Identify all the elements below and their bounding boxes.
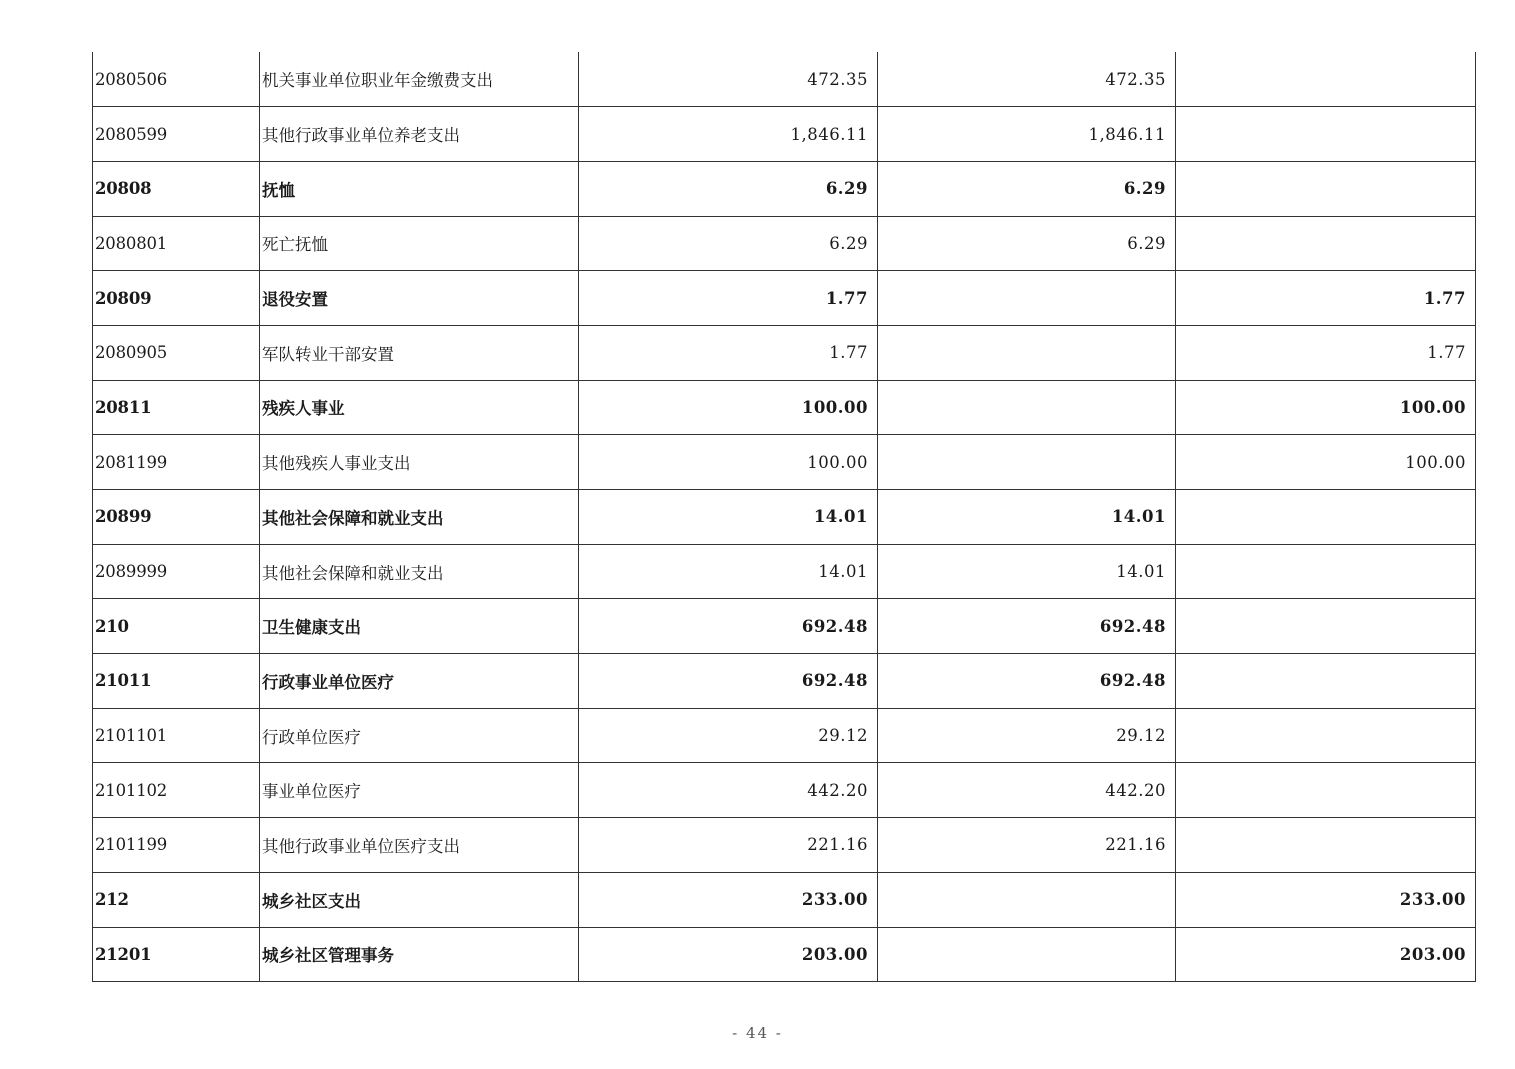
cell-total: 14.01 bbox=[579, 490, 878, 545]
cell-project: 100.00 bbox=[1176, 380, 1476, 435]
cell-basic: 442.20 bbox=[878, 763, 1176, 818]
cell-project: 203.00 bbox=[1176, 927, 1476, 982]
cell-project bbox=[1176, 708, 1476, 763]
cell-total: 100.00 bbox=[579, 435, 878, 490]
cell-name: 行政事业单位医疗 bbox=[260, 654, 579, 709]
table-row bbox=[93, 927, 1476, 982]
cell-basic bbox=[878, 380, 1176, 435]
cell-project bbox=[1176, 763, 1476, 818]
cell-name: 军队转业干部安置 bbox=[260, 325, 579, 380]
cell-total: 100.00 bbox=[579, 380, 878, 435]
table-row bbox=[93, 52, 1476, 107]
cell-code: 2089999 bbox=[93, 544, 260, 599]
cell-project: 233.00 bbox=[1176, 872, 1476, 927]
table-row bbox=[93, 599, 1476, 654]
cell-project bbox=[1176, 599, 1476, 654]
cell-basic bbox=[878, 872, 1176, 927]
cell-project bbox=[1176, 490, 1476, 545]
table-row bbox=[93, 872, 1476, 927]
cell-basic bbox=[878, 435, 1176, 490]
table-row bbox=[93, 107, 1476, 162]
cell-name: 其他行政事业单位医疗支出 bbox=[260, 818, 579, 873]
cell-code: 21201 bbox=[93, 927, 260, 982]
table-row bbox=[93, 818, 1476, 873]
cell-name: 卫生健康支出 bbox=[260, 599, 579, 654]
cell-code: 210 bbox=[93, 599, 260, 654]
cell-basic: 221.16 bbox=[878, 818, 1176, 873]
cell-project bbox=[1176, 161, 1476, 216]
table-row bbox=[93, 708, 1476, 763]
cell-project: 100.00 bbox=[1176, 435, 1476, 490]
table-row bbox=[93, 763, 1476, 818]
table-row bbox=[93, 490, 1476, 545]
cell-total: 203.00 bbox=[579, 927, 878, 982]
cell-code: 2080506 bbox=[93, 52, 260, 107]
cell-code: 2080905 bbox=[93, 325, 260, 380]
table-row bbox=[93, 380, 1476, 435]
cell-total: 233.00 bbox=[579, 872, 878, 927]
cell-code: 2081199 bbox=[93, 435, 260, 490]
cell-basic bbox=[878, 271, 1176, 326]
cell-project bbox=[1176, 818, 1476, 873]
cell-project bbox=[1176, 544, 1476, 599]
cell-code: 20899 bbox=[93, 490, 260, 545]
cell-basic: 1,846.11 bbox=[878, 107, 1176, 162]
cell-total: 472.35 bbox=[579, 52, 878, 107]
cell-total: 6.29 bbox=[579, 161, 878, 216]
cell-total: 692.48 bbox=[579, 599, 878, 654]
page-number: - 44 - bbox=[732, 1024, 783, 1042]
cell-name: 残疾人事业 bbox=[260, 380, 579, 435]
cell-total: 1.77 bbox=[579, 271, 878, 326]
cell-name: 其他残疾人事业支出 bbox=[260, 435, 579, 490]
cell-project: 1.77 bbox=[1176, 325, 1476, 380]
cell-code: 20809 bbox=[93, 271, 260, 326]
cell-name: 城乡社区支出 bbox=[260, 872, 579, 927]
cell-project bbox=[1176, 216, 1476, 271]
cell-code: 2080599 bbox=[93, 107, 260, 162]
cell-name: 行政单位医疗 bbox=[260, 708, 579, 763]
cell-name: 退役安置 bbox=[260, 271, 579, 326]
cell-basic: 14.01 bbox=[878, 544, 1176, 599]
cell-basic: 6.29 bbox=[878, 216, 1176, 271]
cell-total: 29.12 bbox=[579, 708, 878, 763]
cell-name: 抚恤 bbox=[260, 161, 579, 216]
cell-project bbox=[1176, 654, 1476, 709]
cell-code: 21011 bbox=[93, 654, 260, 709]
cell-basic: 29.12 bbox=[878, 708, 1176, 763]
table-row bbox=[93, 654, 1476, 709]
table-body bbox=[93, 52, 1476, 982]
cell-basic: 472.35 bbox=[878, 52, 1176, 107]
cell-total: 221.16 bbox=[579, 818, 878, 873]
table-row bbox=[93, 216, 1476, 271]
cell-basic: 692.48 bbox=[878, 599, 1176, 654]
cell-code: 2101101 bbox=[93, 708, 260, 763]
cell-basic: 14.01 bbox=[878, 490, 1176, 545]
cell-total: 1.77 bbox=[579, 325, 878, 380]
cell-total: 692.48 bbox=[579, 654, 878, 709]
cell-basic bbox=[878, 325, 1176, 380]
cell-name: 其他社会保障和就业支出 bbox=[260, 490, 579, 545]
cell-basic: 692.48 bbox=[878, 654, 1176, 709]
cell-total: 14.01 bbox=[579, 544, 878, 599]
cell-project bbox=[1176, 52, 1476, 107]
cell-name: 死亡抚恤 bbox=[260, 216, 579, 271]
cell-basic: 6.29 bbox=[878, 161, 1176, 216]
cell-name: 其他社会保障和就业支出 bbox=[260, 544, 579, 599]
cell-code: 2080801 bbox=[93, 216, 260, 271]
cell-total: 442.20 bbox=[579, 763, 878, 818]
table-row bbox=[93, 435, 1476, 490]
cell-project bbox=[1176, 107, 1476, 162]
table-row bbox=[93, 161, 1476, 216]
cell-name: 机关事业单位职业年金缴费支出 bbox=[260, 52, 579, 107]
table-row bbox=[93, 325, 1476, 380]
cell-code: 20808 bbox=[93, 161, 260, 216]
cell-total: 1,846.11 bbox=[579, 107, 878, 162]
table-row bbox=[93, 544, 1476, 599]
cell-code: 20811 bbox=[93, 380, 260, 435]
cell-code: 212 bbox=[93, 872, 260, 927]
table-row bbox=[93, 271, 1476, 326]
cell-code: 2101199 bbox=[93, 818, 260, 873]
cell-name: 事业单位医疗 bbox=[260, 763, 579, 818]
cell-project: 1.77 bbox=[1176, 271, 1476, 326]
cell-name: 城乡社区管理事务 bbox=[260, 927, 579, 982]
cell-basic bbox=[878, 927, 1176, 982]
cell-total: 6.29 bbox=[579, 216, 878, 271]
cell-code: 2101102 bbox=[93, 763, 260, 818]
cell-name: 其他行政事业单位养老支出 bbox=[260, 107, 579, 162]
budget-expenditure-table bbox=[92, 52, 1476, 982]
